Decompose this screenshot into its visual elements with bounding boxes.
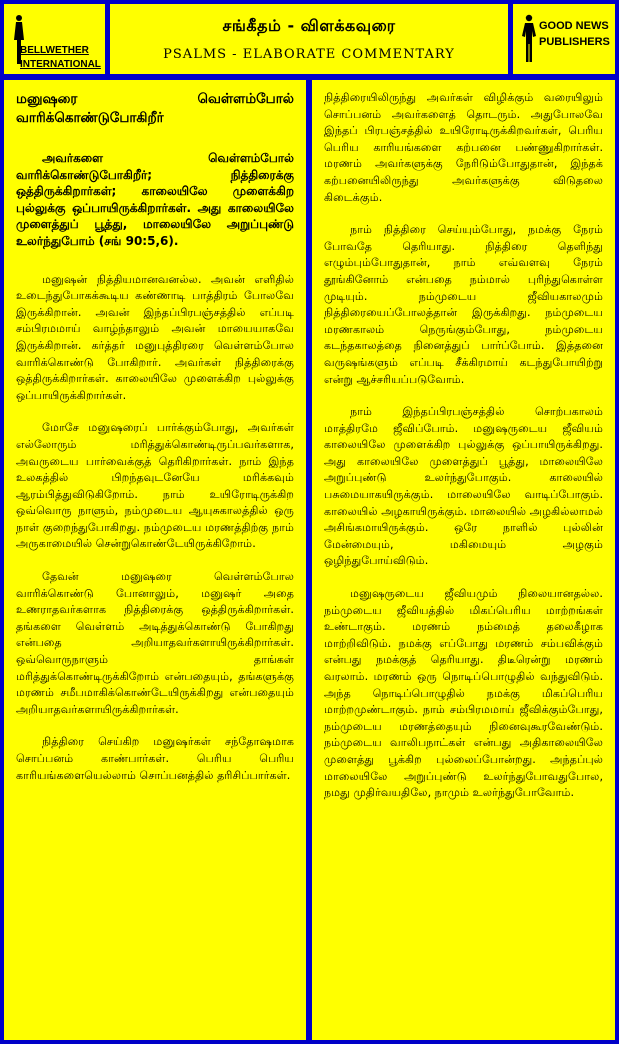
bellwether-logo-text bbox=[20, 44, 101, 72]
left-paragraph-3: தேவன் மனுஷரை வெள்ளம்போல வாரிக்கொண்டு போனாலும், மனுஷர் அதை உணராதவர்களாக நித்திரைக்கு ஒத்திருக்கிறார்கள். தங்களை வெள்ளம் அடித்துக்கொண்டு போகிறது என்பதை அறியாதவர்களாயிருக்கிறார்கள். ஒவ்வொருநாளும் தாங்கள் மரித்துக்கொண்டிருக்கிறோம் என்பதையும், தங்களுக்கு மரணம் சமீபமாகிக்கொண்டேயிருக்கிறது என்பதையும் அறியாதவர்களாயிருக்கிறார்கள். bbox=[16, 570, 294, 716]
logo-right-line2: PUBLISHERS bbox=[539, 36, 610, 48]
section-title bbox=[16, 90, 294, 128]
bellwether-logo bbox=[4, 4, 105, 74]
right-paragraph-1: நித்திரையிலிருந்து அவர்கள் விழிக்கும் வரையிலும் சொப்பனம் அவர்களைத் தொடரும். அதுபோலவே இந்தப் பிரபஞ்சத்தில் உயிரோடிருக்கிறவர்கள், பெரிய பெரிய காரியங்களை கற்பனை பண்ணுகிறார்கள். மரணம் அவர்களுக்கு நேரிடும்போதுதான், இந்தக் கற்பனையிலிருந்து அவர்களுக்கு விடுதலை கிடைக்கும். bbox=[324, 91, 603, 204]
header-title-tamil: சங்கீதம் - விளக்கவுரை bbox=[222, 16, 396, 35]
logo-left-line2: INTERNATIONAL bbox=[20, 59, 101, 70]
right-paragraph-2: நாம் நித்திரை செய்யும்போது, நமக்கு நேரம் போவதே தெரியாது. நித்திரை தெளிந்து எழும்பும்போதுதான், நாம் எவ்வளவு நேரம் தூங்கினோம் என்பதை நம்மால் புரிந்துகொள்ள முடியும். நம்முடைய ஜீவியகாலமும் நித்திரையைப்போலத்தான் இருக்கிறது. நம்முடைய மரணகாலம் நெருங்கும்போது, நம்முடைய கடந்தகாலத்தை நினைத்துப் பார்ப்போம். இத்தனை வருஷங்களும் எப்படி சீக்கிரமாய் கடந்துபோயிற்று என்று ஆச்சரியப்படுவோம். bbox=[324, 223, 603, 386]
scripture-intro: அவர்களை வெள்ளம்போல் வாரிக்கொண்டுபோகிறீர்; நித்திரைக்கு ஒத்திருக்கிறார்கள்; காலையிலே முளைக்கிற புல்லுக்கு ஒப்பாயிருக்கிறார்கள். அது காலையிலே முளைத்துப் பூத்து, மாலையிலே அறுப்புண்டு உலர்ந்துபோம் (சங் 90:5,6). bbox=[16, 151, 294, 248]
logo-right-line1: GOOD NEWS bbox=[539, 20, 609, 32]
right-paragraph-4: மனுஷருடைய ஜீவியமும் நிலையானதல்ல. நம்முடைய ஜீவியத்தில் மிகப்பெரிய மாற்றங்கள் உண்டாகும். மரணம் நம்மைத் தலைகீழாக மாற்றிவிடும். நமக்கு எப்போது மரணம் சம்பவிக்கும் என்பது நமக்குத் தெரியாது. திடீரென்று மரணம் வரலாம். மரணம் ஒரு நொடிப்பொழுதில் வந்துவிடும். அந்த நொடிப்பொழுதில் நமக்கு மிகப்பெரிய மாற்றமுண்டாகும். நாம் சம்பிரமமாய் ஜீவிக்கும்போது, நம்முடைய மரணத்தையும் நினைவுகூரவேண்டும். நம்முடைய வாலிபநாட்கள் என்பது அதிகாலையிலே முளைத்து பூக்கிற புல்லைப்போன்றது. அந்தப்புல் மாலையிலே அறுப்புண்டு உலர்ந்துபோவதுபோல, நமது முதிர்வயதிலே, நாமும் உலர்ந்துபோவோம். bbox=[324, 587, 603, 800]
header-title-english: PSALMS - ELABORATE COMMENTARY bbox=[163, 47, 455, 62]
left-column bbox=[4, 80, 306, 1040]
section-title-line2: வாரிக்கொண்டுபோகிறீர் bbox=[16, 110, 164, 126]
good-news-logo-text bbox=[539, 18, 610, 50]
good-news-figure-icon bbox=[521, 14, 537, 64]
right-column bbox=[312, 80, 615, 1040]
page-header bbox=[110, 4, 508, 74]
left-paragraph-4: நித்திரை செய்கிற மனுஷர்கள் சந்தோஷமாக சொப்பனம் காண்பார்கள். பெரிய பெரிய காரியங்களையெல்லாம் சொப்பனத்தில் தரிசிப்பார்கள். bbox=[16, 735, 294, 782]
good-news-logo bbox=[513, 4, 615, 74]
right-paragraph-3: நாம் இந்தப்பிரபஞ்சத்தில் சொற்பகாலம் மாத்திரமே ஜீவிப்போம். மனுஷருடைய ஜீவியம் காலையிலே முளைக்கிற புல்லுக்கு ஒப்பாயிருக்கிறது. அது காலையிலே முளைத்துப் பூத்து, மாலையிலே அறுப்புண்டு உலர்ந்துபோகும். காலையில் பசுமையாகயிருக்கும். மாலையிலே வாடிப்போகும். காலையில் அழகாயிருக்கும். மாலையில் அழகில்லாமல் அசிங்கமாயிருக்கும். ஒரே நாளில் புல்லின் மேன்மையும், மகிமையும் அழகும் ஒழிந்துபோய்விடும். bbox=[324, 405, 603, 568]
logo-left-line1: BELLWETHER bbox=[20, 45, 89, 56]
left-paragraph-1: மனுஷன் நித்தியமானவனல்ல. அவன் எளிதில் உடைந்துபோகக்கூடிய கண்ணாடி பாத்திரம் போலவே இருக்கிறான். அவன் இந்தப்பிரபஞ்சத்தில் எப்படி சம்பிரமமாய் வாழ்ந்தாலும் அவன் மாயையாகவே இருக்கிறான். கர்த்தர் மனுபுத்திரரை வெள்ளம்போல வாரிக்கொண்டு போகிறார். அவர்கள் நித்திரைக்கு ஒத்திருக்கிறார்கள். காலையிலே முளைக்கிற புல்லுக்கு ஒப்பாயிருக்கிறார்கள். bbox=[16, 272, 294, 402]
section-title-line1: மனுஷரை வெள்ளம்போல் bbox=[16, 91, 294, 107]
left-paragraph-2: மோசே மனுஷரைப் பார்க்கும்போது, அவர்கள் எல்லோரும் மரித்துக்கொண்டிருப்பவர்களாக, அவருடைய பார்வைக்குத் தெரிகிறார்கள். நாம் இந்த உலகத்தில் பிறந்தவுடனேயே மரிக்கவும் ஆரம்பித்துவிடுகிறோம். நாம் உயிரோடிருக்கிற ஒவ்வொரு நாளும், நம்முடைய ஆயுசுகாலத்தில் ஒரு நாள் குறைந்துபோகிறது. நம்முடைய மரணத்திற்கு நாம் அருகாமையில் சென்றுகொண்டேயிருக்கிறோம். bbox=[16, 421, 294, 551]
